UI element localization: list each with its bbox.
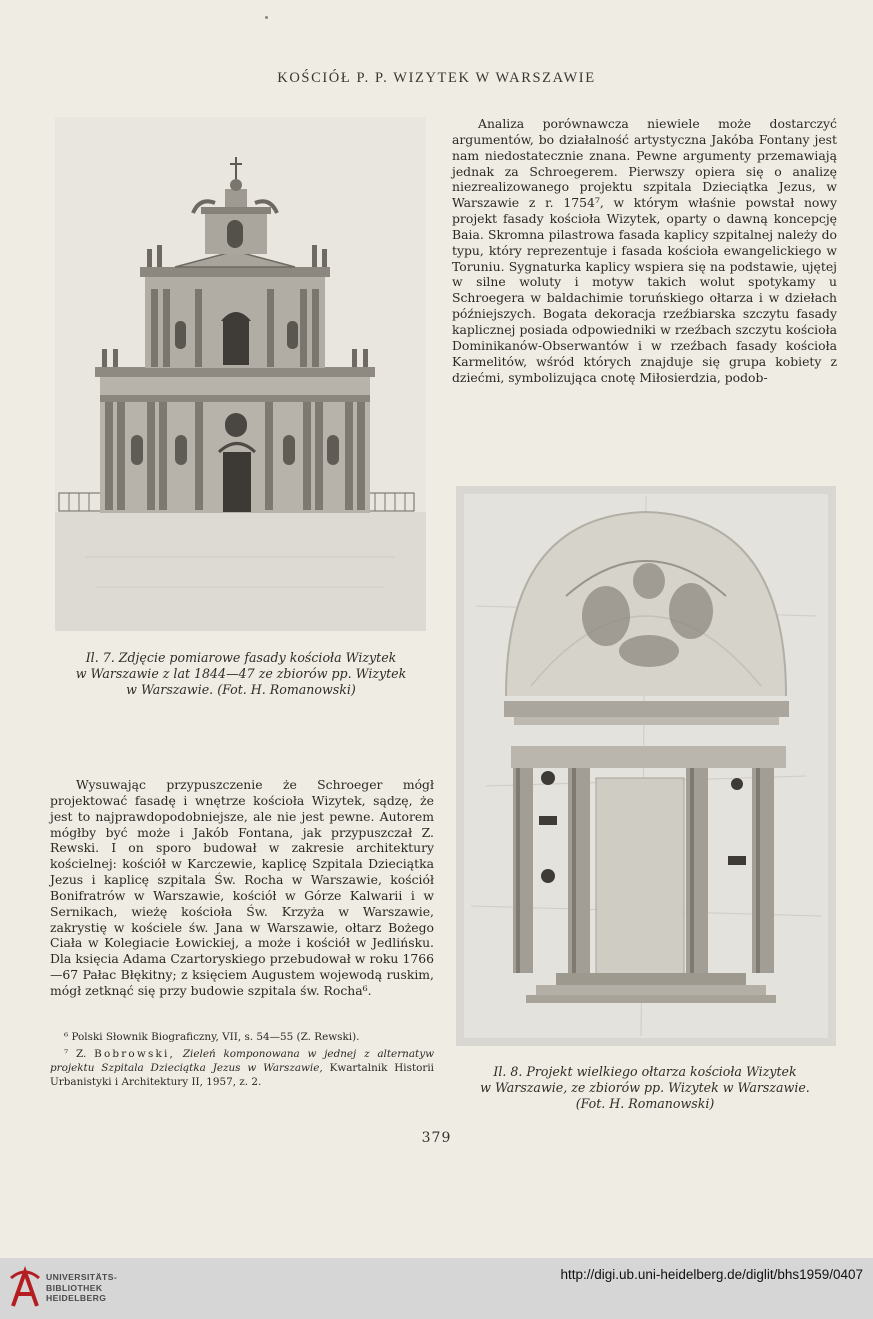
- right-text-column: [452, 116, 837, 385]
- figure-8-caption: [440, 1064, 850, 1112]
- page-mark-dot: [265, 16, 268, 19]
- logo-line: HEIDELBERG: [46, 1293, 107, 1303]
- footnote-7-number: ⁷ Z.: [64, 1048, 87, 1060]
- body-paragraph: Wysuwając przypuszczenie że Schroeger mógł projektować fasadę i wnętrze kościoła Wizytek, sądzę, że jest to najprawdopodobniejsze, ale nie jest pewne. Autorem mógłby być może i Jakób Fontana, jak przypuszczał Z. Rewski. I on sporo budował w zakresie architektury kościelnej: kościół w Karczewie, kaplicę Szpitala Dzieciątka Jezus i kaplicę szpitala Św. Rocha w Warszawie, kościół Bonifratrów w Warszawie, kościół w Górze Kalwarii i w Sernikach, wieżę kościoła Św. Krzyża w Warszawie, zakrystię w kościele św. Jana w Warszawie, ołtarz Bożego Ciała w Kolegiacie Łowickiej, a może i kościół w Jedlińsku. Dla księcia Adama Czartoryskiego przebudował w roku 1766—67 Pałac Błękitny; z księciem Augustem wojewodą ruskim, mógł zetknąć się przy budowie szpitala św. Rocha⁶.: [50, 777, 434, 998]
- church-facade-photo: [55, 117, 426, 631]
- caption-line: w Warszawie z lat 1844—47 ze zbiorów pp. Wizytek: [75, 666, 407, 681]
- altar-drawing-photo: [456, 486, 836, 1046]
- altar-design-drawing-icon: [456, 486, 836, 1046]
- footnote-6: ⁶ Polski Słownik Biograficzny, VII, s. 54—55 (Z. Rewski).: [64, 1031, 360, 1043]
- logo-line: BIBLIOTHEK: [46, 1282, 103, 1293]
- figure-7-caption: [40, 650, 442, 698]
- ub-heidelberg-logo-icon[interactable]: [9, 1266, 41, 1310]
- footnote-7-source: Kwartalnik Historii Urbanistyki i Architektury II, 1957, z. 2.: [50, 1062, 434, 1088]
- caption-line: (Fot. H. Romanowski): [575, 1096, 715, 1111]
- caption-line: Il. 7. Zdjęcie pomiarowe fasady kościoła Wizytek: [85, 650, 397, 665]
- caption-line: Il. 8. Projekt wielkiego ołtarza kościoła Wizytek: [493, 1064, 797, 1079]
- footnotes: [50, 1030, 434, 1092]
- running-head: KOŚCIÓŁ P. P. WIZYTEK W WARSZAWIE: [277, 70, 596, 86]
- permalink-url[interactable]: http://digi.ub.uni-heidelberg.de/diglit/bhs1959/0407: [560, 1267, 863, 1282]
- footnote-7-author: Bobrowski,: [94, 1048, 176, 1060]
- footnote-7: [50, 1047, 434, 1089]
- caption-line: w Warszawie, ze zbiorów pp. Wizytek w Warszawie.: [480, 1080, 810, 1095]
- body-paragraph: Analiza porównawcza niewiele może dostarczyć argumentów, bo działalność artystyczna Jakóba Fontany jest nam niedostatecznie znana. Pewne argumenty przemawiają jednak za Schroegerem. Pierwszy opiera się o analizę niezrealizowanego projektu szpitala Dzieciątka Jezus, w Warszawie z r. 1754⁷, w którym właśnie powstał nowy projekt fasady kościoła Wizytek, oparty o dawną koncepcję Baia. Skromna pilastrowa fasada kaplicy szpitalnej należy do typu, który reprezentuje i fasada kościoła ewangelickiego w Toruniu. Sygnaturka kaplicy wspiera się na podstawie, ujętej w silne woluty i motyw takich wolut spotykamy u Schroegera w baldachimie toruńskiego ołtarza i w dziełach późniejszych. Bogata dekoracja rzeźbiarska szczytu fasady kaplicznej posiada odpowiedniki w rzeźbach szczytu kościoła Dominikanów-Obserwantów i w rzeźbach fasady kościoła Karmelitów, wśród których znajduje się grupa kobiety z dziećmi, symbolizująca cnotę Miłosierdzia, podob-: [452, 116, 837, 385]
- church-facade-elevation-icon: [55, 117, 426, 631]
- caption-line: w Warszawie. (Fot. H. Romanowski): [126, 682, 356, 697]
- page-number: 379: [421, 1130, 452, 1146]
- viewer-footer-bar: [0, 1258, 873, 1319]
- left-text-column: [50, 777, 434, 999]
- footnote-7-title: Zieleń komponowana w jednej z alternatyw projektu Szpitala Dzieciątka Jezus w Warszawie,: [50, 1048, 434, 1074]
- library-logo-text[interactable]: [46, 1272, 117, 1304]
- logo-line: UNIVERSITÄTS-: [46, 1272, 118, 1282]
